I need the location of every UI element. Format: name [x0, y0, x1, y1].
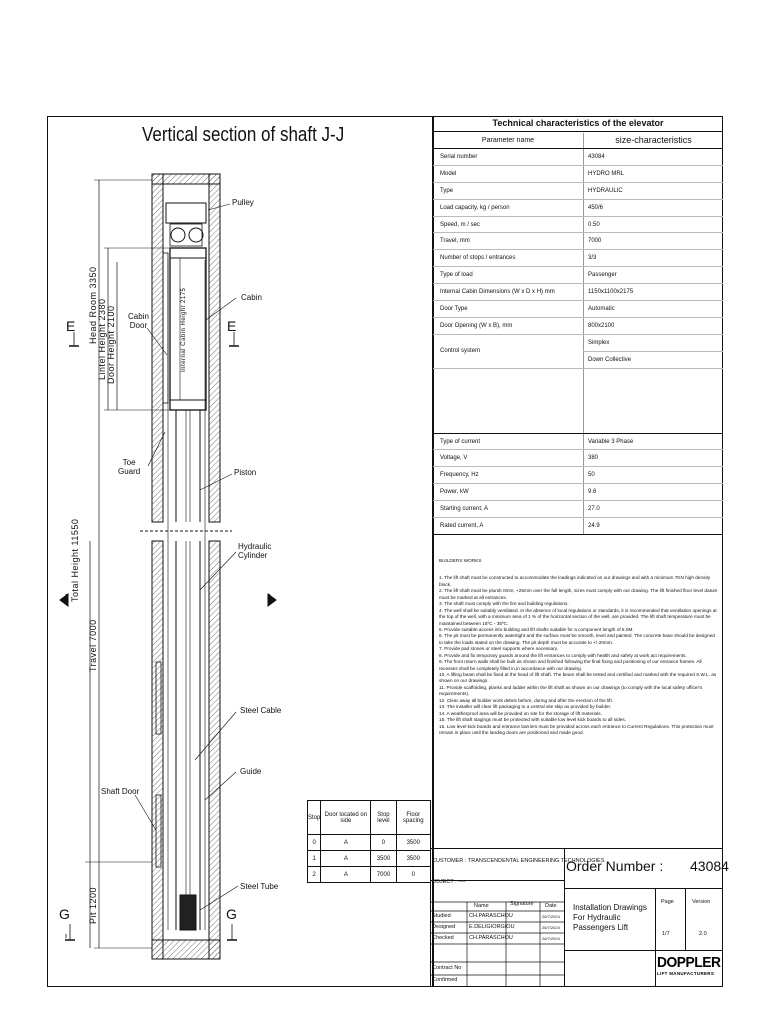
table-row: [308, 851, 431, 867]
builders-works-notes: [439, 558, 719, 736]
builders-item: 12. Clear away all builder work debris before, during and after the erection of the lift.: [439, 697, 614, 703]
version-label: Version: [692, 899, 711, 905]
role-label: Studied: [432, 913, 451, 919]
builders-item: 7. Provide pad stones or steel supports where necessary.: [439, 646, 558, 652]
role-name: CH.PARASCHOU: [469, 913, 513, 919]
section-mark-e-right: E: [227, 318, 237, 334]
dim-lintel-height: Lintel Height 2380: [97, 298, 107, 380]
left-wall-upper: [152, 174, 163, 522]
label-internal-cabin-height: Internal Cabin Height 2175: [181, 287, 187, 372]
version-value: 2.0: [699, 931, 707, 937]
object-line: OBJECT : ----: [432, 879, 466, 885]
spec-name: Power, kW: [433, 484, 584, 501]
table-row: [433, 284, 723, 301]
stops-cell: 3500: [371, 851, 396, 867]
stops-header-stop-level: Stop level: [371, 801, 396, 835]
label-cabin-door: Cabin Door: [128, 312, 149, 330]
builders-item: 3. The shaft must comply with the fire and building regulations.: [439, 601, 569, 607]
doppler-logo: [657, 954, 721, 983]
spec-value: Simplex: [584, 334, 724, 351]
spec-value: 24.9: [584, 518, 724, 535]
section-mark-e-left: E: [66, 318, 76, 334]
table-row: [433, 233, 723, 250]
label-toe-guard: Toe Guard: [118, 458, 141, 476]
stops-cell: 7000: [371, 867, 396, 883]
spec-value: 43084: [584, 149, 724, 166]
spec-value: 9.6: [584, 484, 724, 501]
spec-name: Serial number: [433, 149, 584, 166]
spec-value: 450/6: [584, 199, 724, 216]
spec-name: Internal Cabin Dimensions (W x D x H) mm: [433, 284, 584, 301]
spec-table: [433, 133, 723, 535]
dim-door-height: Door Height 2100: [106, 305, 116, 384]
role-date: 26/7/2024: [542, 914, 560, 919]
table-row: [433, 484, 723, 501]
spec-value: HYDRAULIC: [584, 182, 724, 199]
label-pulley: Pulley: [232, 198, 254, 207]
builders-item: 6. The pit must be permanently watertight and the surface must be smooth, level and painted. The concrete base should be designed to take the loads stated on the drawing. The pit depth must be accurate to +/-20mm.: [439, 633, 715, 645]
drawing-title: Vertical section of shaft J-J: [142, 124, 345, 146]
confirmed-label: Confirmed: [432, 977, 458, 983]
spec-value: 380: [584, 450, 724, 467]
table-row: [433, 334, 723, 351]
stops-cell: 3500: [396, 851, 430, 867]
spec-col-value: size-characteristics: [584, 133, 724, 149]
spec-value: Variable 3 Phase: [584, 433, 724, 450]
col-name-header: Name: [474, 903, 489, 909]
spec-name: Travel, mm: [433, 233, 584, 250]
drawing-description: Installation Drawings For Hydraulic Passengers Lift: [573, 903, 647, 932]
builders-item: 14. A weatherproof area will be provided on site for the storage of lift materials.: [439, 710, 602, 716]
stops-cell: 3500: [396, 835, 430, 851]
role-label: Checked: [432, 935, 454, 941]
spec-value: Down Collective: [584, 351, 724, 368]
stops-header-stop: Stop: [308, 801, 321, 835]
table-row: [433, 199, 723, 216]
spec-empty-cell: [584, 368, 724, 433]
dim-head-room: Head Room 3350: [88, 266, 98, 344]
dim-travel: Travel 7000: [88, 619, 98, 672]
table-row: [433, 433, 723, 450]
stops-cell: A: [321, 835, 371, 851]
spec-name: Type of load: [433, 267, 584, 284]
title-block-rule: [565, 888, 723, 889]
title-block-rule: [685, 888, 686, 950]
label-guide: Guide: [240, 767, 262, 776]
cabin-body: [170, 248, 206, 410]
section-mark-j-right: J: [267, 594, 271, 601]
spec-name: Door Opening (W x B), mm: [433, 317, 584, 334]
builders-item: 2. The lift shaft must be plumb 0mm, +25mm over the full length, sizes must comply with our drawing. The lift finished floor level datum must be marked at all entrances.: [439, 588, 718, 600]
role-label: Designed: [432, 924, 456, 930]
table-row: [433, 182, 723, 199]
section-mark-g-right: G: [226, 906, 237, 922]
spec-name: Type of current: [433, 433, 584, 450]
label-piston: Piston: [234, 468, 257, 477]
spec-col-param: Parameter name: [433, 133, 584, 149]
stops-cell: 0: [308, 835, 321, 851]
table-row: [433, 250, 723, 267]
table-row: [433, 149, 723, 166]
spec-name: Number of stops / entrances: [433, 250, 584, 267]
stops-cell: 0: [371, 835, 396, 851]
spec-name: Voltage, V: [433, 450, 584, 467]
label-cabin: Cabin: [241, 293, 262, 302]
spec-name: Type: [433, 182, 584, 199]
col-date-header: Date: [545, 903, 557, 909]
label-hydraulic-cylinder: Hydraulic Cylinder: [238, 542, 272, 560]
spec-name: Rated current, A: [433, 518, 584, 535]
role-name: CH.PARASCHOU: [469, 935, 513, 941]
table-row: [433, 368, 723, 433]
spec-name-control: Control system: [433, 334, 584, 368]
builders-item: 16. Low level kick boards and entrance barriers must be provided across each entrance to Current Regulations. This protection must remain in place until the landing doors are positioned and made good.: [439, 723, 714, 735]
stops-cell: A: [321, 867, 371, 883]
table-row: [433, 518, 723, 535]
stops-header-door-side: Door located on side: [321, 801, 371, 835]
spec-heading: Technical characteristics of the elevator: [433, 116, 723, 132]
stops-cell: 1: [308, 851, 321, 867]
page-value: 1/7: [662, 931, 670, 937]
section-mark-j-left: J: [64, 594, 68, 601]
spec-empty-cell: [433, 368, 584, 433]
table-row: [308, 835, 431, 851]
builders-item: 4. The well shall be suitably ventilated. In the absence of local regulations or standards, it is recommended that ventilation openings at the top of the well, with a minimum area of 1 % of the horizontal section of the well, are provided. The lift shaft temperature must be maintained between 15ºC - 35ºC.: [439, 607, 717, 626]
role-date: 26/7/2024: [542, 936, 560, 941]
stops-table: [307, 800, 431, 883]
table-row: [433, 216, 723, 233]
stops-cell: 2: [308, 867, 321, 883]
page-label: Page: [661, 899, 674, 905]
contract-no-label: Contract No: [432, 965, 462, 971]
spec-value: 3/3: [584, 250, 724, 267]
builders-item: 15. The lift shaft stagings must be protected with suitable low level kick boards to all sides.: [439, 717, 626, 723]
label-shaft-door: Shaft Door: [101, 787, 140, 796]
builders-item: 13. The installer will clear lift packaging to a central site skip as provided by builder.: [439, 704, 612, 710]
table-row: [433, 501, 723, 518]
stops-cell: A: [321, 851, 371, 867]
spec-name: Frequency, Hz: [433, 467, 584, 484]
table-row: [308, 867, 431, 883]
builders-works-heading: BUILDERS WORKS: [439, 558, 482, 563]
builders-item: 8. Provide and fix temporary guards around the lift entrances to comply with health and safety at work act requirements.: [439, 652, 687, 658]
label-steel-cable: Steel Cable: [240, 706, 282, 715]
table-row: [433, 450, 723, 467]
builders-item: 11. Provide scaffolding, planks and ladder within the lift shaft as shown on our drawings (to comply with the local safety officer's requirements).: [439, 684, 703, 697]
builders-item: 1. The lift shaft must be constructed to accommodate the loadings indicated on our drawings and with a minimum 7KN high density block.: [439, 575, 711, 587]
builders-item: 10. A lifting beam shall be fixed at the head of lift shaft. The beam shall be tested and certified and marked with the required S.W.L. as shown on our drawings.: [439, 672, 717, 684]
title-block-rule: [565, 950, 723, 951]
right-wall-upper: [209, 174, 220, 522]
role-name: E.DELIGIORGIOU: [469, 924, 515, 930]
spec-value: 7000: [584, 233, 724, 250]
spec-value: 0.50: [584, 216, 724, 233]
builders-item: 5. Provide suitable access into building and lift shafts suitable for a component length of 5.0M.: [439, 626, 634, 632]
spec-name: Load capacity, kg / person: [433, 199, 584, 216]
table-row: [433, 467, 723, 484]
dim-pit: Pit 1200: [88, 886, 98, 924]
spec-name: Model: [433, 165, 584, 182]
table-row: [433, 301, 723, 318]
col-signature-header: Signature: [510, 901, 534, 907]
spec-name: Starting current, A: [433, 501, 584, 518]
section-mark-g-left: G: [59, 906, 70, 922]
stops-header-floor-spacing: Floor spacing: [396, 801, 430, 835]
spec-value: 800x2100: [584, 317, 724, 334]
spec-value: Automatic: [584, 301, 724, 318]
order-number-value: 43084: [690, 858, 729, 874]
table-row: [433, 267, 723, 284]
dim-total-height: Total Height 11550: [70, 518, 80, 602]
spec-value: 27.0: [584, 501, 724, 518]
spec-name: Door Type: [433, 301, 584, 318]
spec-value: HYDRO MRL: [584, 165, 724, 182]
left-wall-lower: [152, 541, 163, 959]
pit-floor: [152, 940, 220, 959]
builders-item: 9. The front return walls shall be built as shown and finished following the final fixing and positioning of our entrance frames. All recesses shall be completely filled in,in accordance with our drawing.: [439, 659, 702, 671]
table-row: [433, 165, 723, 182]
spec-value: Passenger: [584, 267, 724, 284]
label-steel-tube: Steel Tube: [240, 882, 279, 891]
order-number-label: Order Number :: [566, 858, 664, 874]
table-row: [433, 317, 723, 334]
logo-subtitle: LIFT MANUFACTURERS: [657, 971, 715, 976]
spec-value: 1150x1100x2175: [584, 284, 724, 301]
spec-name: Speed, m / sec: [433, 216, 584, 233]
title-block-rule: [655, 888, 656, 987]
stops-cell: 0: [396, 867, 430, 883]
logo-wordmark: DOPPLER: [657, 954, 721, 971]
right-wall-lower: [209, 541, 220, 959]
customer-line: CUSTOMER : TRANSCENDENTAL ENGINEERING TECHNOLOGIES: [432, 858, 605, 864]
role-date: 26/7/2024: [542, 925, 560, 930]
spec-value: 50: [584, 467, 724, 484]
